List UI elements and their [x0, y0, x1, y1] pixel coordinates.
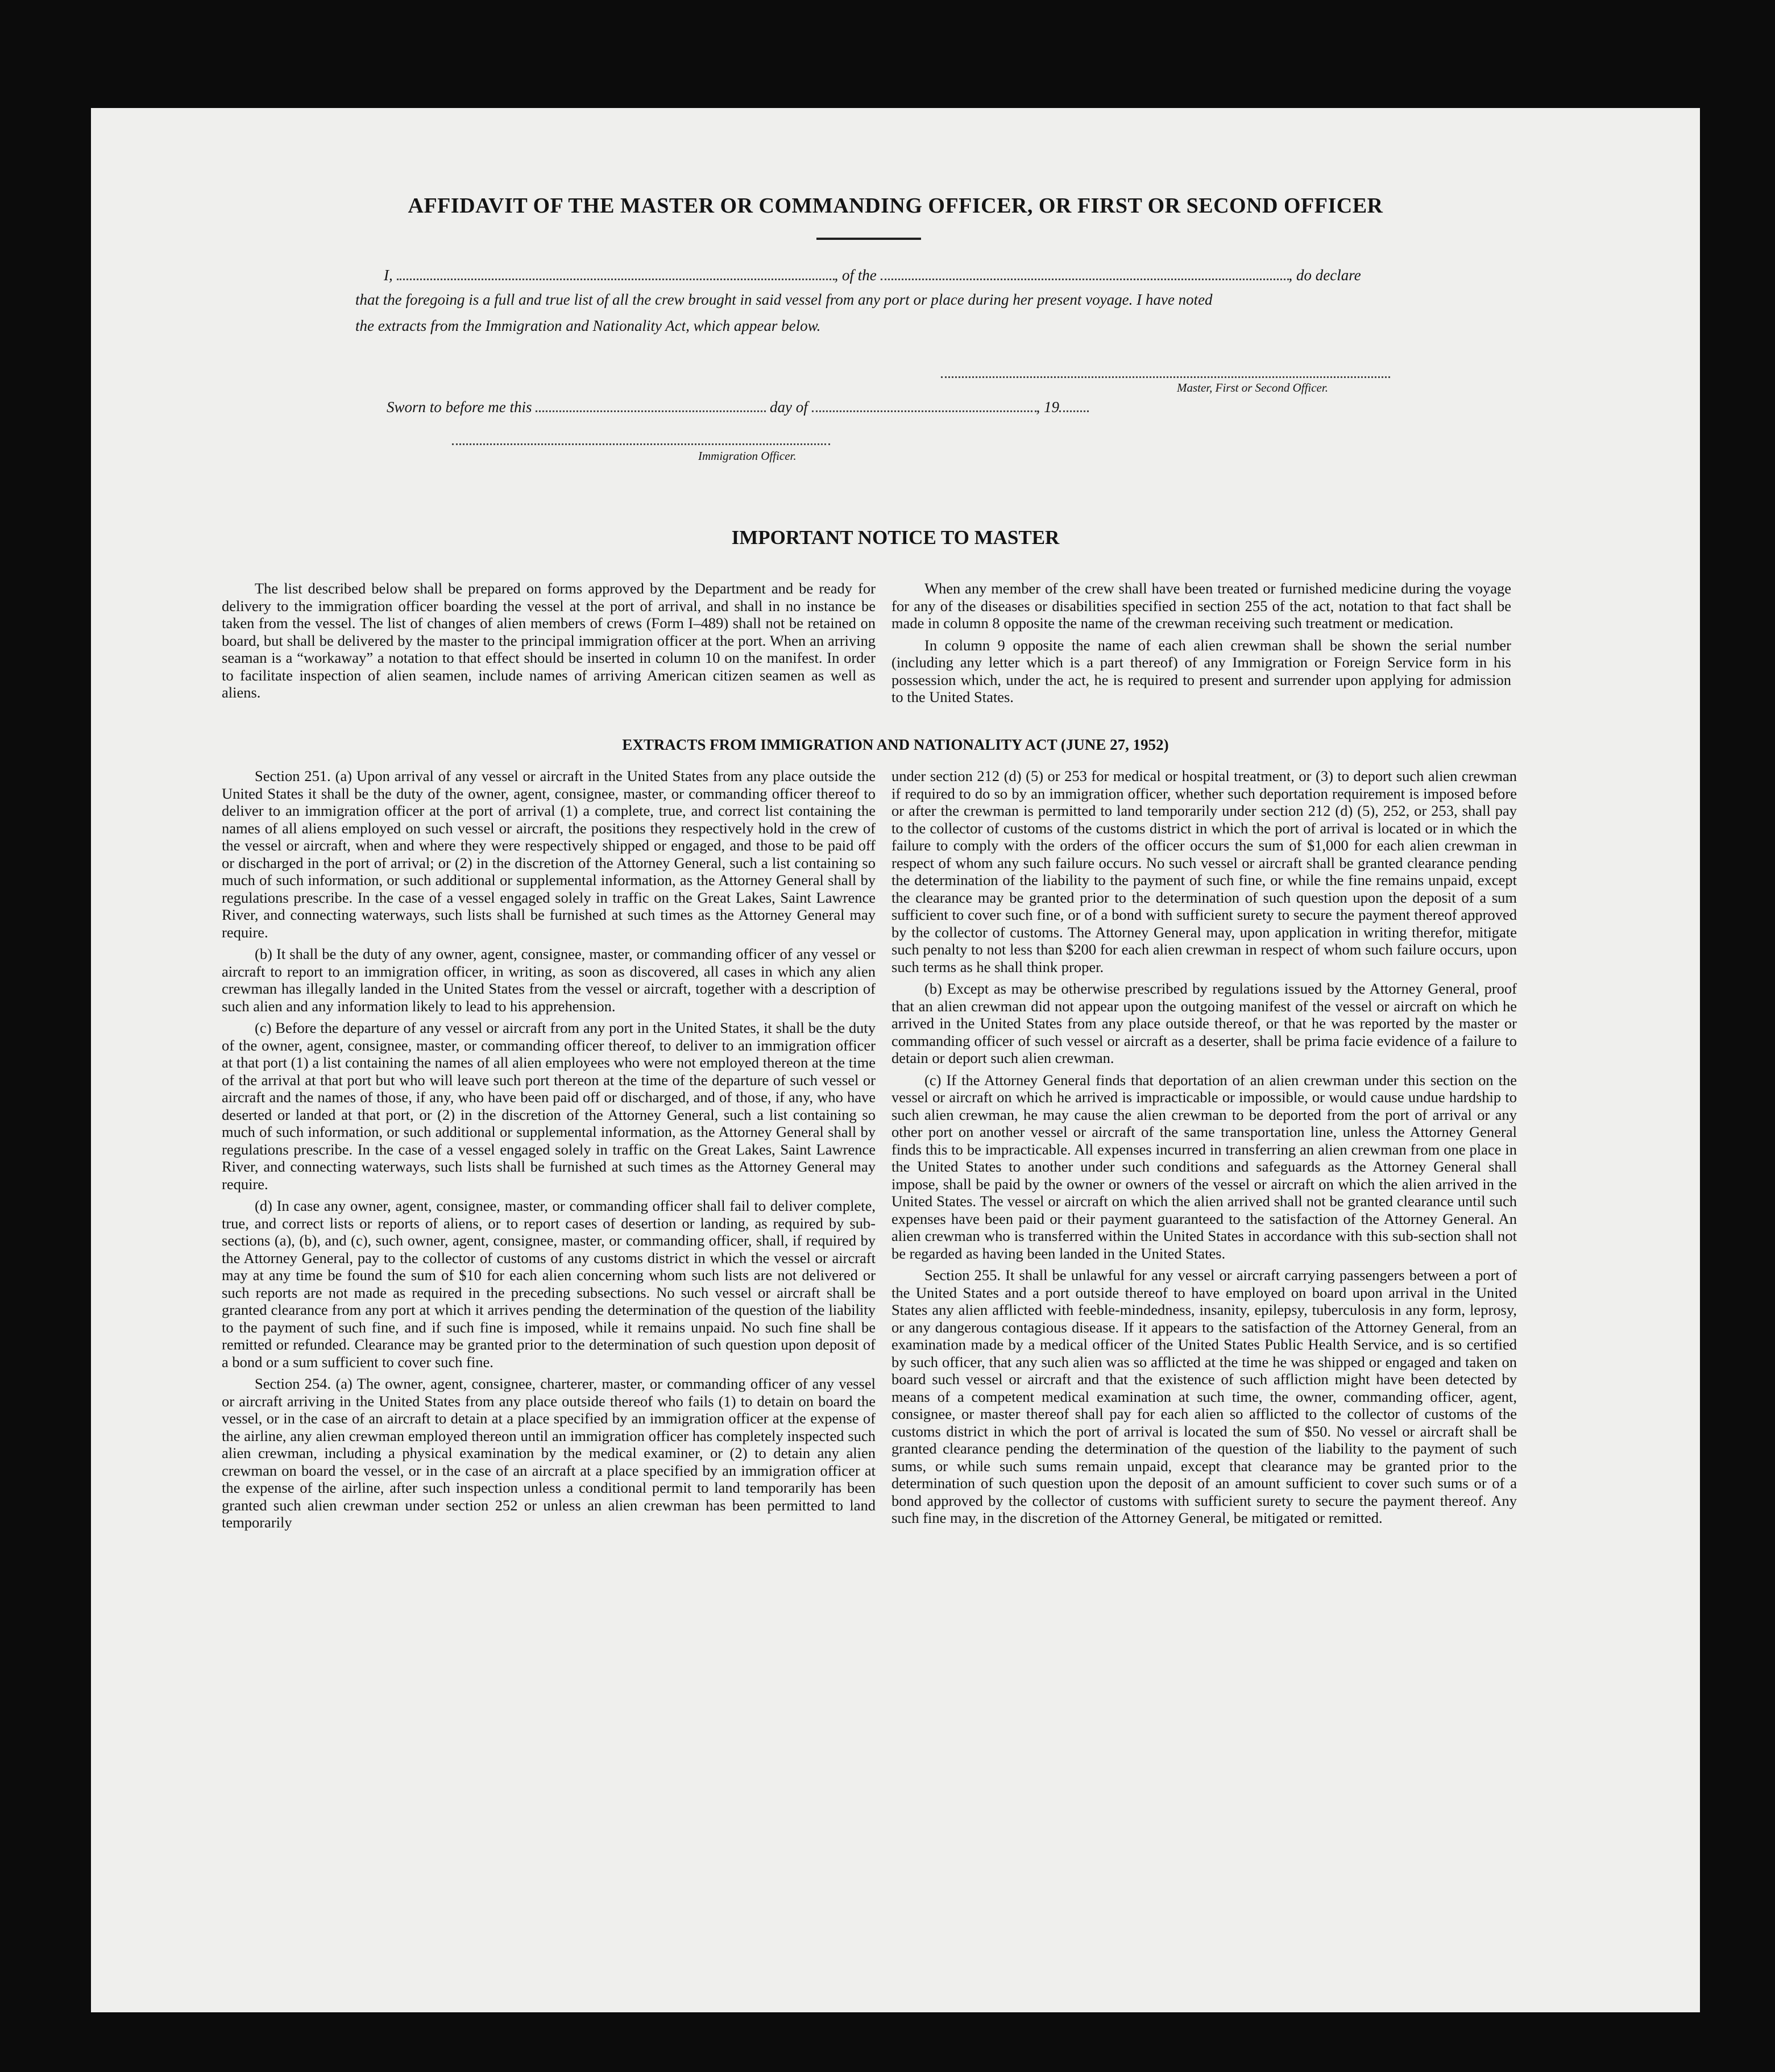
notice-title: IMPORTANT NOTICE TO MASTER: [731, 526, 1060, 549]
section-251-d: (d) In case any owner, agent, consignee, master, or commanding officer shall fail to deliver complete, true, and correct lists or reports of aliens, or to report cases of desertion or landing, as required by sub-sections (a), (b), and (c), such owner, agent, consignee, master, or commanding officer, shall, if required by the Attorney General, pay to the collector of customs of any customs district in which the vessel or aircraft may at any time be found the sum of $10 for each alien concerning whom such lists are not delivered or such reports are not made as required in the preceding subsections. No such vessel or aircraft shall be granted clearance from any port at which it arrives pending the determination of the question of the liability to the payment of such fine, and if such fine is imposed, while it remains unpaid. No such fine shall be remitted or refunded. Clearance may be granted prior to the determination of such question upon deposit of a bond or a sum sufficient to cover such fine.: [222, 1197, 876, 1371]
section-251-b: (b) It shall be the duty of any owner, agent, consignee, master, or commanding officer of any vessel or aircraft to report to an immigration officer, in writing, as soon as discovered, all cases in which any alien crewman has illegally landed in the United States from the vessel or aircraft, together with a description of such alien and any information likely to lead to his apprehension.: [222, 945, 876, 1015]
section-251-a: Section 251. (a) Upon arrival of any vessel or aircraft in the United States from any place outside the United States it shall be the duty of the owner, agent, consignee, master, or commanding officer thereof to deliver to an immigration officer at the port of arrival (1) a complete, true, and correct list containing the names of all aliens employed on such vessel or aircraft, the positions they respectively hold in the crew of the vessel or aircraft, when and where they were respectively shipped or engaged, and those to be paid off or discharged in the port of arrival; or (2) in the discretion of the Attorney General, such a list containing so much of such information, or such additional or supplemental information, as the Attorney General shall by regulations prescribe. In the case of a vessel engaged solely in traffic on the Great Lakes, Saint Lawrence River, and connecting waterways, such lists shall be furnished at such times as the Attorney General may require.: [222, 767, 876, 941]
notice-paragraph: When any member of the crew shall have been treated or furnished medicine during the voyage for any of the diseases or disabilities specified in section 255 of the act, notation to that fact shall be made in column 8 opposite the name of the crewman receiving such treatment or medication.: [891, 580, 1511, 632]
day-of-label: day of: [770, 398, 808, 416]
affidavit-declaration-line: [384, 266, 1361, 284]
section-255: Section 255. It shall be unlawful for any vessel or aircraft carrying passengers between a port of the United States and a port outside thereof to have employed on board upon arrival in the United States any alien afflicted with feeble-mindedness, insanity, epilepsy, tuberculosis in any form, leprosy, or any dangerous contagious disease. If it appears to the satisfaction of the Attorney General, from an examination made by a medical officer of the United States Public Health Service, and is so certified by such officer, that any such alien was so afflicted at the time he was shipped or engaged and taken on board such vessel or aircraft and that the existence of such affliction might have been detected by means of a competent medical examination at such time, the owner, commanding officer, agent, consignee, or master thereof shall pay for each alien so afflicted to the collector of customs of the customs district in which the port of arrival is located the sum of $50. No vessel or aircraft shall be granted clearance pending the determination of the question of the liability to the payment of such sums, or while such sums remain unpaid, except that clearance may be granted prior to the determination of such question upon the deposit of an amount sufficient to cover such sums or of a bond approved by the collector of customs with sufficient surety to secure the payment thereof. Any such fine may, in the discretion of the Attorney General, be mitigated or remitted.: [891, 1267, 1517, 1526]
section-254-a: Section 254. (a) The owner, agent, consignee, charterer, master, or commanding officer of any vessel or aircraft arriving in the United States from any place outside thereof who fails (1) to detain on board the vessel, or in the case of an aircraft to detain at a place specified by an immigration officer at the expense of the airline, any alien crewman employed thereon until an immigration officer has completely inspected such alien crewman, including a physical examination by the medical examiner, or (2) to detain any alien crewman on board the vessel, or in the case of an aircraft at a place specified by an immigration officer at the expense of the airline, after such inspection unless a conditional permit to land temporarily has been granted such alien crewman under section 252 or unless an alien crewman has been permitted to land temporarily: [222, 1375, 876, 1531]
affidavit-of-the-label: , of the: [834, 267, 877, 284]
name-blank[interactable]: [397, 266, 835, 280]
sworn-label: Sworn to before me this: [387, 398, 532, 416]
extracts-right-column: [891, 767, 1517, 1531]
immigration-officer-label: Immigration Officer.: [698, 449, 797, 463]
extracts-title: EXTRACTS FROM IMMIGRATION AND NATIONALITY ACT (JUNE 27, 1952): [622, 736, 1169, 753]
affidavit-i-label: I,: [384, 267, 393, 284]
notice-left-column: [222, 580, 876, 706]
title-divider: [816, 238, 921, 240]
section-254-c: (c) If the Attorney General finds that deportation of an alien crewman under this section on the vessel or aircraft on which he arrived is impracticable or impossible, or would cause undue hardship to such alien crewman, he may cause the alien crewman to be deported from the port of arrival or any other port on another vessel or aircraft of the same transportation line, unless the Attorney General finds this to be impracticable. All expenses incurred in transferring an alien crewman from one place in the United States to another under such conditions and safeguards as the Attorney General shall impose, shall be paid by the owner or owners of the vessel or aircraft on which the alien arrived in the United States. The vessel or aircraft on which the alien arrived shall not be granted clearance until such expenses have been paid or their payment guaranteed to the satisfaction of the Attorney General. An alien crewman who is transferred within the United States in accordance with this sub-section shall not be regarded as having been landed in the United States.: [891, 1071, 1517, 1262]
notice-paragraph: The list described below shall be prepared on forms approved by the Department and be ready for delivery to the immigration officer boarding the vessel at the port of arrival, and shall in no instance be taken from the vessel. The list of changes of alien members of crews (Form I–489) shall not be retained on board, but shall be delivered by the master to the principal immigration officer at the port. When an arriving seaman is a “workaway” a notation to that effect should be inserted in column 10 on the manifest. In order to facilitate inspection of alien seamen, include names of arriving American citizen seamen as well as aliens.: [222, 580, 876, 701]
section-254-b: (b) Except as may be otherwise prescribed by regulations issued by the Attorney General, proof that an alien crewman did not appear upon the outgoing manifest of the vessel or aircraft on which he arrived in the United States from any place outside thereof, or that he was reported by the master or commanding officer of such vessel or aircraft as a deserter, shall be prima facie evidence of a failure to detain or deport such alien crewman.: [891, 980, 1517, 1066]
master-signature-line[interactable]: [941, 376, 1390, 378]
extracts-left-column: [222, 767, 876, 1536]
vessel-blank[interactable]: [881, 266, 1289, 280]
immigration-officer-signature-line[interactable]: [452, 443, 830, 445]
affidavit-statement-line-1: that the foregoing is a full and true list of all the crew brought in said vessel from any port or place during her present voyage. I have noted: [355, 291, 1213, 308]
sworn-year-blank[interactable]: [1059, 398, 1089, 412]
sworn-line: [387, 398, 1089, 416]
year-prefix-label: , 19: [1036, 398, 1059, 416]
notice-paragraph: In column 9 opposite the name of each alien crewman shall be shown the serial number (including any letter which is a part thereof) of any Immigration or Foreign Service form in his possession which, under the act, he is required to present and surrender upon applying for admission to the United States.: [891, 636, 1511, 705]
affidavit-title: AFFIDAVIT OF THE MASTER OR COMMANDING OFFICER, OR FIRST OR SECOND OFFICER: [408, 194, 1383, 218]
affidavit-declare-label: , do declare: [1288, 267, 1361, 284]
section-254-a-continued: under section 212 (d) (5) or 253 for medical or hospital treatment, or (3) to deport such alien crewman if required to do so by an immigration officer, whether such deportation requirement is imposed before or after the crewman is permitted to land temporarily under section 212 (d) (5), 252, or 253, shall pay to the collector of customs of the customs district in which the port of arrival is located or in which the failure to comply with the orders of the officer occurs the sum of $1,000 for each alien crewman in respect of whom any such failure occurs. No such vessel or aircraft shall be granted clearance pending the determination of the liability to the payment of such fine, or while the fine remains unpaid, except the clearance may be granted prior to the determination of such question upon the deposit of a sum sufficient to cover such fine, or of a bond with sufficient surety to secure the payment thereof approved by the collector of customs. The Attorney General may, upon application in writing therefor, mitigate such penalty to not less than $200 for each alien crewman in respect of whom such failure occurs, upon such terms as he shall think proper.: [891, 767, 1517, 975]
affidavit-statement-line-2: the extracts from the Immigration and Nationality Act, which appear below.: [355, 317, 821, 334]
master-signature-label: Master, First or Second Officer.: [1177, 381, 1328, 395]
section-251-c: (c) Before the departure of any vessel or aircraft from any port in the United States, it shall be the duty of the owner, agent, consignee, master, or commanding officer thereof, to deliver to an immigration officer at that port (1) a list containing the names of all alien employees who were not employed thereon at the time of the arrival at that port but who will leave such port thereon at the time of the departure of such vessel or aircraft and the names of those, if any, who have been paid off or discharged, and of those, if any, who have deserted or landed at that port, or (2) in the discretion of the Attorney General, such a list containing so much of such information, or such additional or supplemental information, as the Attorney General shall by regulations prescribe. In the case of a vessel engaged solely in traffic on the Great Lakes, Saint Lawrence River, and connecting waterways, such lists shall be furnished at such times as the Attorney General may require.: [222, 1019, 876, 1193]
document-page: [91, 108, 1700, 2012]
sworn-month-blank[interactable]: [812, 398, 1036, 412]
sworn-day-blank[interactable]: [536, 398, 766, 412]
notice-right-column: [891, 580, 1511, 711]
